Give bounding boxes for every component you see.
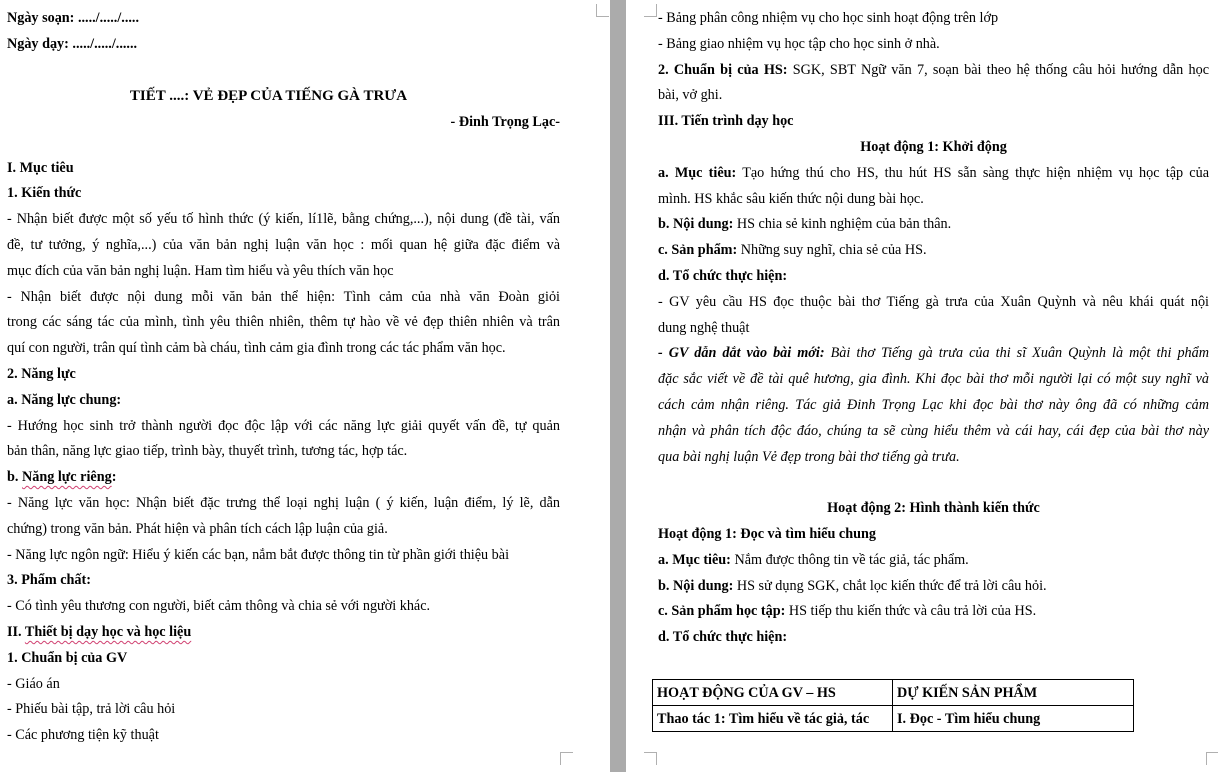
spellcheck-underlined-text: Năng lực riêng bbox=[21, 469, 112, 486]
section-heading: III. Tiến trình dạy học bbox=[658, 113, 794, 130]
section-heading bbox=[7, 620, 560, 646]
inline-label: d. Tổ chức thực hiện: bbox=[658, 267, 788, 284]
paragraph-line: - Năng lực văn học: Nhận biết đặc trưng thể loại nghị luận ( ý kiến, luận điểm, lý lẽ, dẫn bbox=[7, 494, 560, 511]
paragraph-line bbox=[658, 161, 1209, 187]
table-cell: I. Đọc - Tìm hiểu chung bbox=[893, 706, 1134, 732]
paragraph-line: đề, tư tưởng, ý nghĩa,...) của văn bản nghị luận văn học : mối quan hệ giữa đặc điểm và bbox=[7, 236, 560, 253]
paragraph-line bbox=[658, 341, 1209, 367]
inline-text: HS sử dụng SGK, chắt lọc kiến thức để trả lời câu hỏi. bbox=[733, 577, 1047, 594]
paragraph-line: trong các sáng tác của mình, tình yêu thiên nhiên, thêm tự hào về vẻ đẹp thiên nhiên và trân bbox=[7, 314, 560, 331]
inline-label: b. Nội dung: bbox=[658, 216, 734, 233]
paragraph-line: bài, vở ghi. bbox=[658, 87, 723, 104]
table-header-cell: HOẠT ĐỘNG CỦA GV – HS bbox=[653, 680, 893, 706]
subsection-heading: 1. Chuẩn bị của GV bbox=[7, 649, 128, 666]
paragraph-line: chứng) trong văn bản. Phát hiện và phân tích cách lập luận của giả. bbox=[7, 520, 388, 537]
paragraph-line bbox=[658, 574, 1209, 600]
inline-text: Tạo hứng thú cho HS, thu hút HS sẵn sàng thực hiện nhiệm vụ học tập của bbox=[736, 164, 1209, 181]
inline-label: b. Nội dung: bbox=[658, 577, 734, 594]
paragraph-line: - Năng lực ngôn ngữ: Hiểu ý kiến các bạn, nắm bắt được thông tin từ phần giới thiệu bài bbox=[7, 546, 510, 563]
spellcheck-underlined-text: Thiết bị dạy học và học liệu bbox=[24, 623, 192, 640]
subsection-heading: a. Năng lực chung: bbox=[7, 391, 122, 408]
paragraph-line: - GV yêu cầu HS đọc thuộc bài thơ Tiếng gà trưa của Xuân Quỳnh và nêu khái quát nội bbox=[658, 293, 1209, 310]
inline-text: Nắm được thông tin về tác giả, tác phẩm. bbox=[730, 551, 969, 568]
paragraph-line: - Nhận biết được một số yếu tố hình thức (ý kiến, lí1lẽ, bằng chứng,...), nội dung (đề tài, vấn bbox=[7, 211, 560, 228]
inline-label: c. Sản phẩm: bbox=[658, 242, 738, 259]
lesson-title: TIẾT ....: VẺ ĐẸP CỦA TIẾNG GÀ TRƯA bbox=[129, 87, 408, 104]
lesson-author: - Đinh Trọng Lạc- bbox=[450, 113, 560, 130]
page-gutter bbox=[610, 0, 626, 772]
paragraph-line: quí con người, trân quí tình cảm bà cháu, tình cảm gia đình trong các tác phẩm văn học. bbox=[7, 340, 506, 357]
margin-corner-mark bbox=[596, 4, 609, 17]
paragraph-line: cách cảm nhận riêng. Tác giả Đinh Trọng Lạc khi đọc bài thơ này ông đã có những cảm bbox=[658, 396, 1209, 413]
list-item: - Giáo án bbox=[7, 675, 60, 692]
inline-label: 2. Chuẩn bị của HS: bbox=[658, 61, 788, 78]
table-cell: Thao tác 1: Tìm hiểu về tác giả, tác bbox=[653, 706, 893, 732]
paragraph-line: đặc sắc viết về đề tài quê hương, gia đình. Khi đọc bài thơ mỗi người lại có một suy nghĩ và bbox=[658, 371, 1209, 388]
date-prepared: Ngày soạn: ...../...../..... bbox=[7, 10, 140, 26]
table-header-cell: DỰ KIẾN SẢN PHẨM bbox=[893, 680, 1134, 706]
paragraph-line bbox=[658, 58, 1209, 84]
date-taught: Ngày dạy: ...../...../...... bbox=[7, 35, 138, 52]
paragraph-line: dung nghệ thuật bbox=[658, 319, 750, 336]
paragraph-line: qua bài nghị luận Vẻ đẹp trong bài thơ tiếng gà trưa. bbox=[658, 448, 960, 465]
inline-label: a. Mục tiêu: bbox=[658, 551, 731, 568]
subsection-heading: 2. Năng lực bbox=[7, 365, 76, 382]
subsection-heading bbox=[7, 465, 560, 491]
section-heading: I. Mục tiêu bbox=[7, 159, 74, 176]
list-item: - Phiếu bài tập, trả lời câu hỏi bbox=[7, 701, 176, 718]
list-item: - Các phương tiện kỹ thuật bbox=[7, 727, 159, 744]
activity-table bbox=[652, 679, 1134, 732]
inline-label: - GV dẫn dắt vào bài mới: bbox=[658, 345, 825, 362]
heading-prefix: b. bbox=[7, 469, 22, 486]
activity-heading: Hoạt động 2: Hình thành kiến thức bbox=[827, 500, 1040, 517]
paragraph-line: nhận và phân tích độc đáo, chúng ta sẽ cùng hiểu thêm và cái hay, cái đẹp của bài thơ này bbox=[658, 422, 1209, 439]
document-page-right bbox=[626, 0, 1218, 772]
margin-corner-mark bbox=[644, 4, 657, 17]
inline-label: c. Sản phẩm học tập: bbox=[658, 603, 786, 620]
paragraph-line: - Hướng học sinh trở thành người đọc độc lập với các năng lực giải quyết vấn đề, tự quản bbox=[7, 417, 560, 434]
heading-suffix: : bbox=[111, 469, 117, 486]
activity-heading: Hoạt động 1: Khởi động bbox=[860, 138, 1007, 155]
inline-text: Bài thơ Tiếng gà trưa của thi sĩ Xuân Quỳnh là một thi phẩm bbox=[824, 345, 1209, 362]
heading-prefix: II. bbox=[7, 623, 25, 640]
inline-label: a. Mục tiêu: bbox=[658, 164, 737, 181]
paragraph-line: - Nhận biết được nội dung mỗi văn bản thể hiện: Tình cảm của nhà văn Đoàn giỏi bbox=[7, 288, 560, 305]
paragraph-line bbox=[658, 548, 1209, 574]
table-header-row bbox=[653, 680, 1134, 706]
subsection-heading: Hoạt động 1: Đọc và tìm hiểu chung bbox=[658, 525, 876, 542]
inline-text: Những suy nghĩ, chia sẻ của HS. bbox=[737, 242, 927, 259]
paragraph-line: mình. HS khắc sâu kiến thức nội dung bài học. bbox=[658, 190, 924, 207]
table-row bbox=[653, 706, 1134, 732]
inline-label: d. Tổ chức thực hiện: bbox=[658, 629, 788, 646]
paragraph-line: bản thân, năng lực giao tiếp, trình bày, thuyết trình, tương tác, hợp tác. bbox=[7, 443, 408, 460]
margin-corner-mark bbox=[644, 752, 657, 765]
inline-text: HS chia sẻ kinh nghiệm của bản thân. bbox=[733, 216, 952, 233]
inline-text: SGK, SBT Ngữ văn 7, soạn bài theo hệ thống câu hỏi hướng dẫn học bbox=[787, 61, 1209, 78]
subsection-heading: 1. Kiến thức bbox=[7, 185, 82, 202]
list-item: - Bảng giao nhiệm vụ học tập cho học sinh ở nhà. bbox=[658, 35, 940, 52]
paragraph-line bbox=[658, 212, 1209, 238]
inline-text: HS tiếp thu kiến thức và câu trả lời của HS. bbox=[785, 603, 1037, 620]
paragraph-line: mục đích của văn bản nghị luận. Ham tìm hiểu và yêu thích văn học bbox=[7, 262, 394, 279]
paragraph-line bbox=[658, 238, 1209, 264]
paragraph-line bbox=[658, 599, 1209, 625]
margin-corner-mark bbox=[560, 752, 573, 765]
paragraph-line: - Có tình yêu thương con người, biết cảm thông và chia sẻ với người khác. bbox=[7, 598, 431, 615]
subsection-heading: 3. Phẩm chất: bbox=[7, 572, 91, 589]
list-item: - Bảng phân công nhiệm vụ cho học sinh hoạt động trên lớp bbox=[658, 10, 999, 26]
margin-corner-mark bbox=[1206, 752, 1218, 765]
